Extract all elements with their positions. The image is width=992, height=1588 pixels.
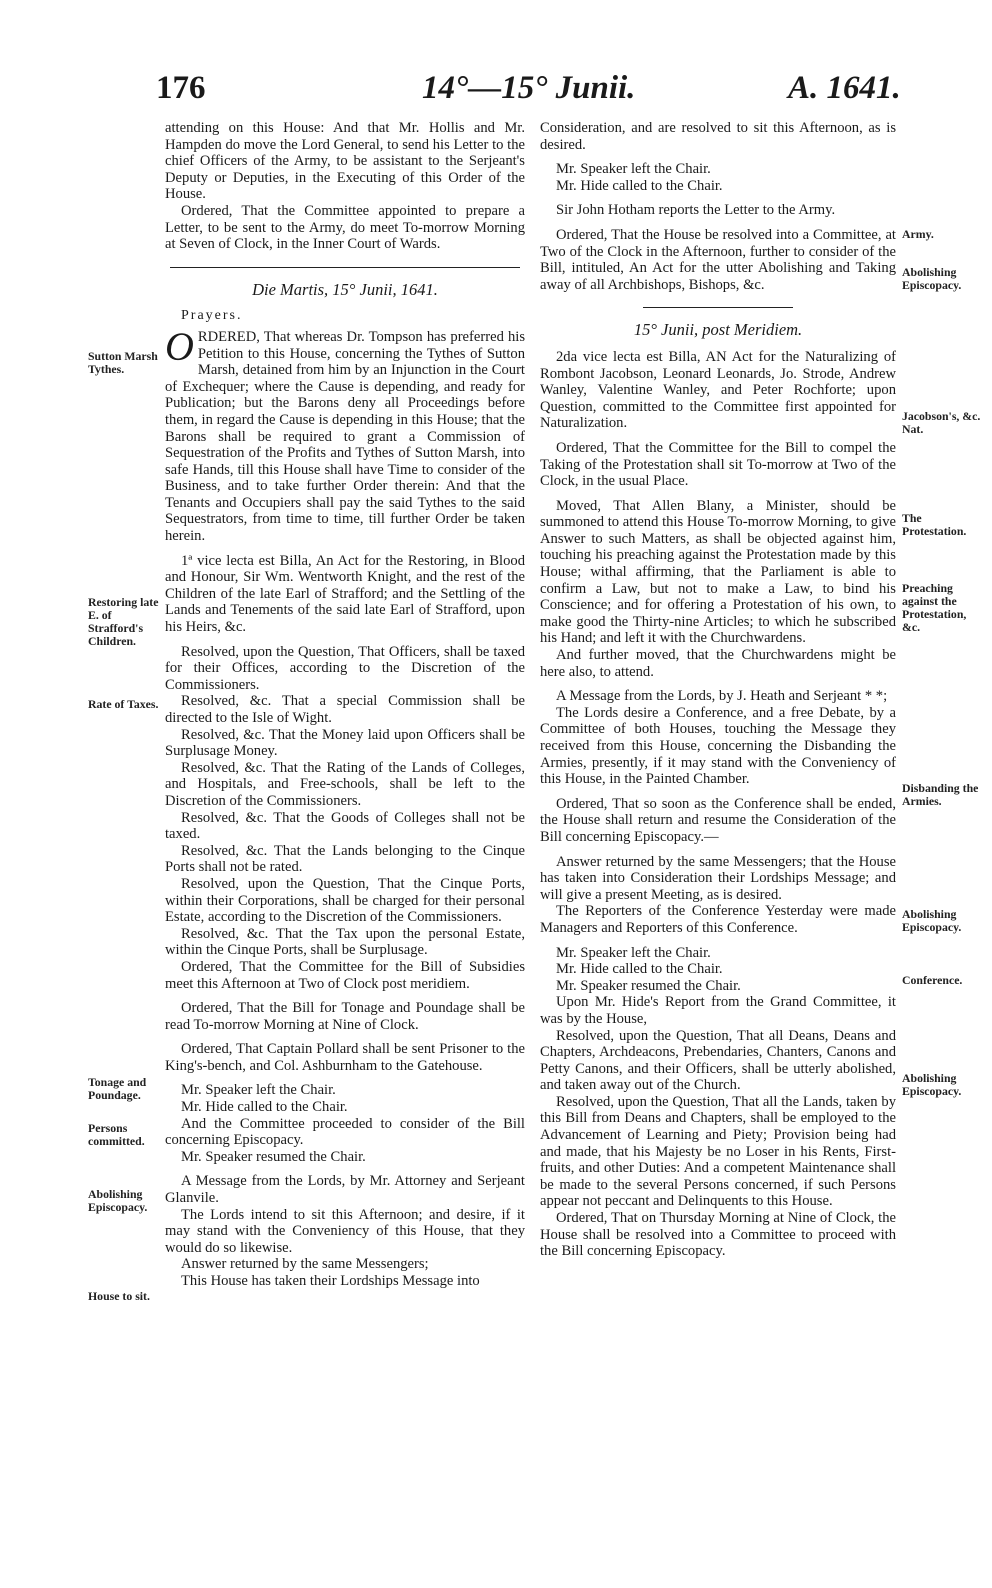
paragraph: Ordered, That the Committee appointed to prepare a Letter, to be sent to the Army, do meet To-morrow Morning at Seven of Clock, in the Inner Court of Wards.	[165, 202, 525, 253]
resolution: Resolved, &c. That the Money laid upon Officers shall be Surplusage Money.	[165, 726, 525, 760]
margin-note: Abolishing Episcopacy.	[902, 1071, 962, 1098]
paragraph: Mr. Hide called to the Chair.	[181, 1099, 348, 1116]
left-column	[165, 120, 525, 1290]
paragraph: Ordered, That the Committee for the Bill to compel the Taking of the Protestation shall sit To-morrow at Two of the Clock, in the usual Place.	[540, 439, 896, 490]
running-dates: 14°—15° Junii.	[422, 70, 636, 106]
margin-note: Army.	[902, 227, 934, 241]
paragraph: Answer returned by the same Messengers; that the House has taken into Consideration their Lordships Message; and will give a present Meeting, as is desired.	[540, 853, 896, 903]
margin-note: Disbanding the Armies.	[902, 781, 979, 808]
margin-note: Restoring late E. of Strafford's Children.	[88, 595, 159, 648]
resolution: Resolved, upon the Question, That the Cinque Ports, within their Corporations, shall be charged for their personal Estate, according to the Discretion of the Commissioners.	[165, 875, 525, 926]
paragraph: The Lords desire a Conference, and a free Debate, by a Committee of both Houses, touching the Message they received from this House, concerning the Disbanding the Armies, presently, if it may stand with the Conveniency of this House, in the Painted Chamber.	[540, 704, 896, 788]
paragraph: This House has taken their Lordships Message into	[181, 1273, 480, 1289]
margin-note: Abolishing Episcopacy.	[902, 265, 962, 292]
paragraph: Mr. Hide called to the Chair.	[556, 961, 723, 978]
paragraph: The Lords intend to sit this Afternoon; and desire, if it may stand with the Conveniency of this House, that they would do so likewise.	[165, 1206, 525, 1256]
resolution: Resolved, &c. That the Rating of the Lands of Colleges, and Hospitals, and Free-schools, shall be left to the Discretion of the Commissioners.	[165, 759, 525, 809]
paragraph-sutton-marsh: ORDERED, That whereas Dr. Tompson has preferred his Petition to this House, concerning the Tythes of Sutton Marsh, detained from him by an Injunction in the Court of Exchequer; where the Cause is depending, and ready for Publication; but the Barons deny all Proceedings before them, in regard the Cause is depending in this House; that the Barons shall be required to grant a Commission of Sequestration of the Profits and Tythes of Sutton Marsh, into safe Hands, till this House shall have Time to consider of the Business, and to take further Order therein: And that the Tenants and Occupiers shall pay the said Tythes to the said Sequestrators, from time to time, till further Order be taken herein.	[165, 323, 525, 545]
margin-note: The Protestation.	[902, 511, 967, 538]
paragraph: The Reporters of the Conference Yesterday were made Managers and Reporters of this Conference.	[540, 903, 896, 936]
paragraph: Mr. Hide called to the Chair.	[556, 177, 723, 194]
paragraph: attending on this House: And that Mr. Hollis and Mr. Hampden do move the Lord General, to send his Letter to the chief Officers of the Army, to be assistant to the Serjeant's Deputy or Deputies, in the Executing of this Order of the House.	[165, 120, 525, 203]
paragraph: Mr. Speaker left the Chair.	[556, 161, 711, 178]
paragraph: 1ª vice lecta est Billa, An Act for the Restoring, in Blood and Honour, Sir Wm. Wentworth Knight, and the rest of the Children of the late Earl of Strafford; and the Settling of the Lands and Tenements of the said late Earl of Strafford, upon his Heirs, &c.	[165, 552, 525, 636]
paragraph: A Message from the Lords, by J. Heath and Serjeant * *;	[556, 688, 888, 705]
margin-note: Preaching against the Protestation, &c.	[902, 581, 967, 634]
paragraph: A Message from the Lords, by Mr. Attorney and Serjeant Glanvile.	[165, 1173, 525, 1207]
paragraph: Sir John Hotham reports the Letter to the Army.	[556, 202, 836, 219]
paragraph: Mr. Speaker left the Chair.	[181, 1082, 336, 1099]
paragraph: 2da vice lecta est Billa, AN Act for the Naturalizing of Rombont Jacobson, Leonard Leonards, Jo. Strode, Andrew Wanley, Valentine Wanley, and Peter Rochforte; upon Question, committed to the Committee first appointed for Naturalization.	[540, 348, 896, 432]
margin-note: Abolishing Episcopacy.	[902, 907, 962, 934]
paragraph: Mr. Speaker left the Chair.	[556, 944, 711, 961]
section-heading: 15° Junii, post Meridiem.	[633, 320, 803, 340]
running-year: A. 1641.	[788, 70, 901, 106]
paragraph: Consideration, and are resolved to sit this Afternoon, as is desired.	[540, 120, 896, 153]
resolution: Ordered, That the Committee for the Bill of Subsidies meet this Afternoon at Two of Clock post meridiem.	[165, 958, 525, 992]
paragraph: Ordered, That Captain Pollard shall be sent Prisoner to the King's-bench, and Col. Ashburnham to the Gatehouse.	[165, 1041, 525, 1074]
paragraph: And the Committee proceeded to consider of the Bill concerning Episcopacy.	[165, 1115, 525, 1149]
resolution: Resolved, upon the Question, That all Deans, Deans and Chapters, Archdeacons, Prebendaries, Chanters, Canons and Petty Canons, and their Officers, shall be utterly abolished, and taken away out of the Church.	[540, 1027, 896, 1094]
page-number: 176	[156, 70, 206, 106]
paragraph: Ordered, That the Bill for Tonage and Poundage shall be read To-morrow Morning at Nine of Clock.	[165, 1000, 525, 1033]
margin-note: House to sit.	[88, 1289, 150, 1303]
margin-note: Abolishing Episcopacy.	[88, 1187, 148, 1214]
paragraph: And further moved, that the Churchwardens might be here also, to attend.	[540, 647, 896, 680]
right-column	[540, 120, 896, 1260]
margin-note: Rate of Taxes.	[88, 697, 159, 711]
drop-cap: O	[165, 323, 194, 369]
paragraph: Mr. Speaker resumed the Chair.	[556, 977, 741, 994]
resolution: Resolved, &c. That the Lands belonging to the Cinque Ports shall not be rated.	[165, 842, 525, 876]
resolution: Resolved, &c. That a special Commission shall be directed to the Isle of Wight.	[165, 693, 525, 726]
paragraph: Upon Mr. Hide's Report from the Grand Committee, it was by the House,	[540, 994, 896, 1027]
margin-note: Jacobson's, &c. Nat.	[902, 409, 981, 436]
resolution: Resolved, upon the Question, That Officers, shall be taxed for their Offices, according to the Discretion of the Commissioners.	[165, 643, 525, 693]
resolution: Resolved, upon the Question, That all the Lands, taken by this Bill from Deans and Chapters, shall be employed to the Advancement of Learning and Piety; Provision being had and made, that his Majesty be no Loser in his Rents, First-fruits, and other Duties: And a competent Maintenance shall be made to the several Persons concerned, if such Persons appear not peccant and Delinquents to this House.	[540, 1093, 896, 1210]
section-rule	[170, 267, 520, 268]
paragraph: Ordered, That the House be resolved into a Committee, at Two of the Clock in the Afternoon, further to consider of the Bill, intituled, An Act for the utter Abolishing and Taking away of all Archbishops, Bishops, &c.	[540, 226, 896, 293]
margin-note: Tonage and Poundage.	[88, 1075, 147, 1102]
section-heading: Die Martis, 15° Junii, 1641.	[252, 279, 438, 299]
margin-note: Conference.	[902, 973, 963, 987]
margin-note: Persons committed.	[88, 1121, 145, 1148]
margin-note: Sutton Marsh Tythes.	[88, 349, 158, 376]
resolution: Resolved, &c. That the Goods of Colleges shall not be taxed.	[165, 809, 525, 843]
paragraph: Mr. Speaker resumed the Chair.	[181, 1148, 366, 1165]
paragraph: Answer returned by the same Messengers;	[181, 1256, 429, 1273]
prayers-label: Prayers.	[181, 308, 243, 324]
section-rule	[643, 307, 793, 308]
paragraph: Ordered, That so soon as the Conference shall be ended, the House shall return and resume the Consideration of the Bill concerning Episcopacy.—	[540, 795, 896, 845]
resolution: Resolved, &c. That the Tax upon the personal Estate, within the Cinque Ports, shall be Surplusage.	[165, 925, 525, 959]
paragraph: Ordered, That on Thursday Morning at Nine of Clock, the House shall be resolved into a Committee to proceed with the Bill concerning Episcopacy.	[540, 1210, 896, 1260]
paragraph: Moved, That Allen Blany, a Minister, should be summoned to attend this House To-morrow Morning, to give Answer to such Matters, as shall be objected against him, touching his preaching against the Protestation made by this House; withal affirming, that the Parliament is able to confirm a Law, but not to make a Law, to bind his Conscience; and for offering a Protestation of his own, to make good the Thirty-nine Articles; to which he subscribed his Hand; and left it with the Churchwardens.	[540, 497, 896, 647]
